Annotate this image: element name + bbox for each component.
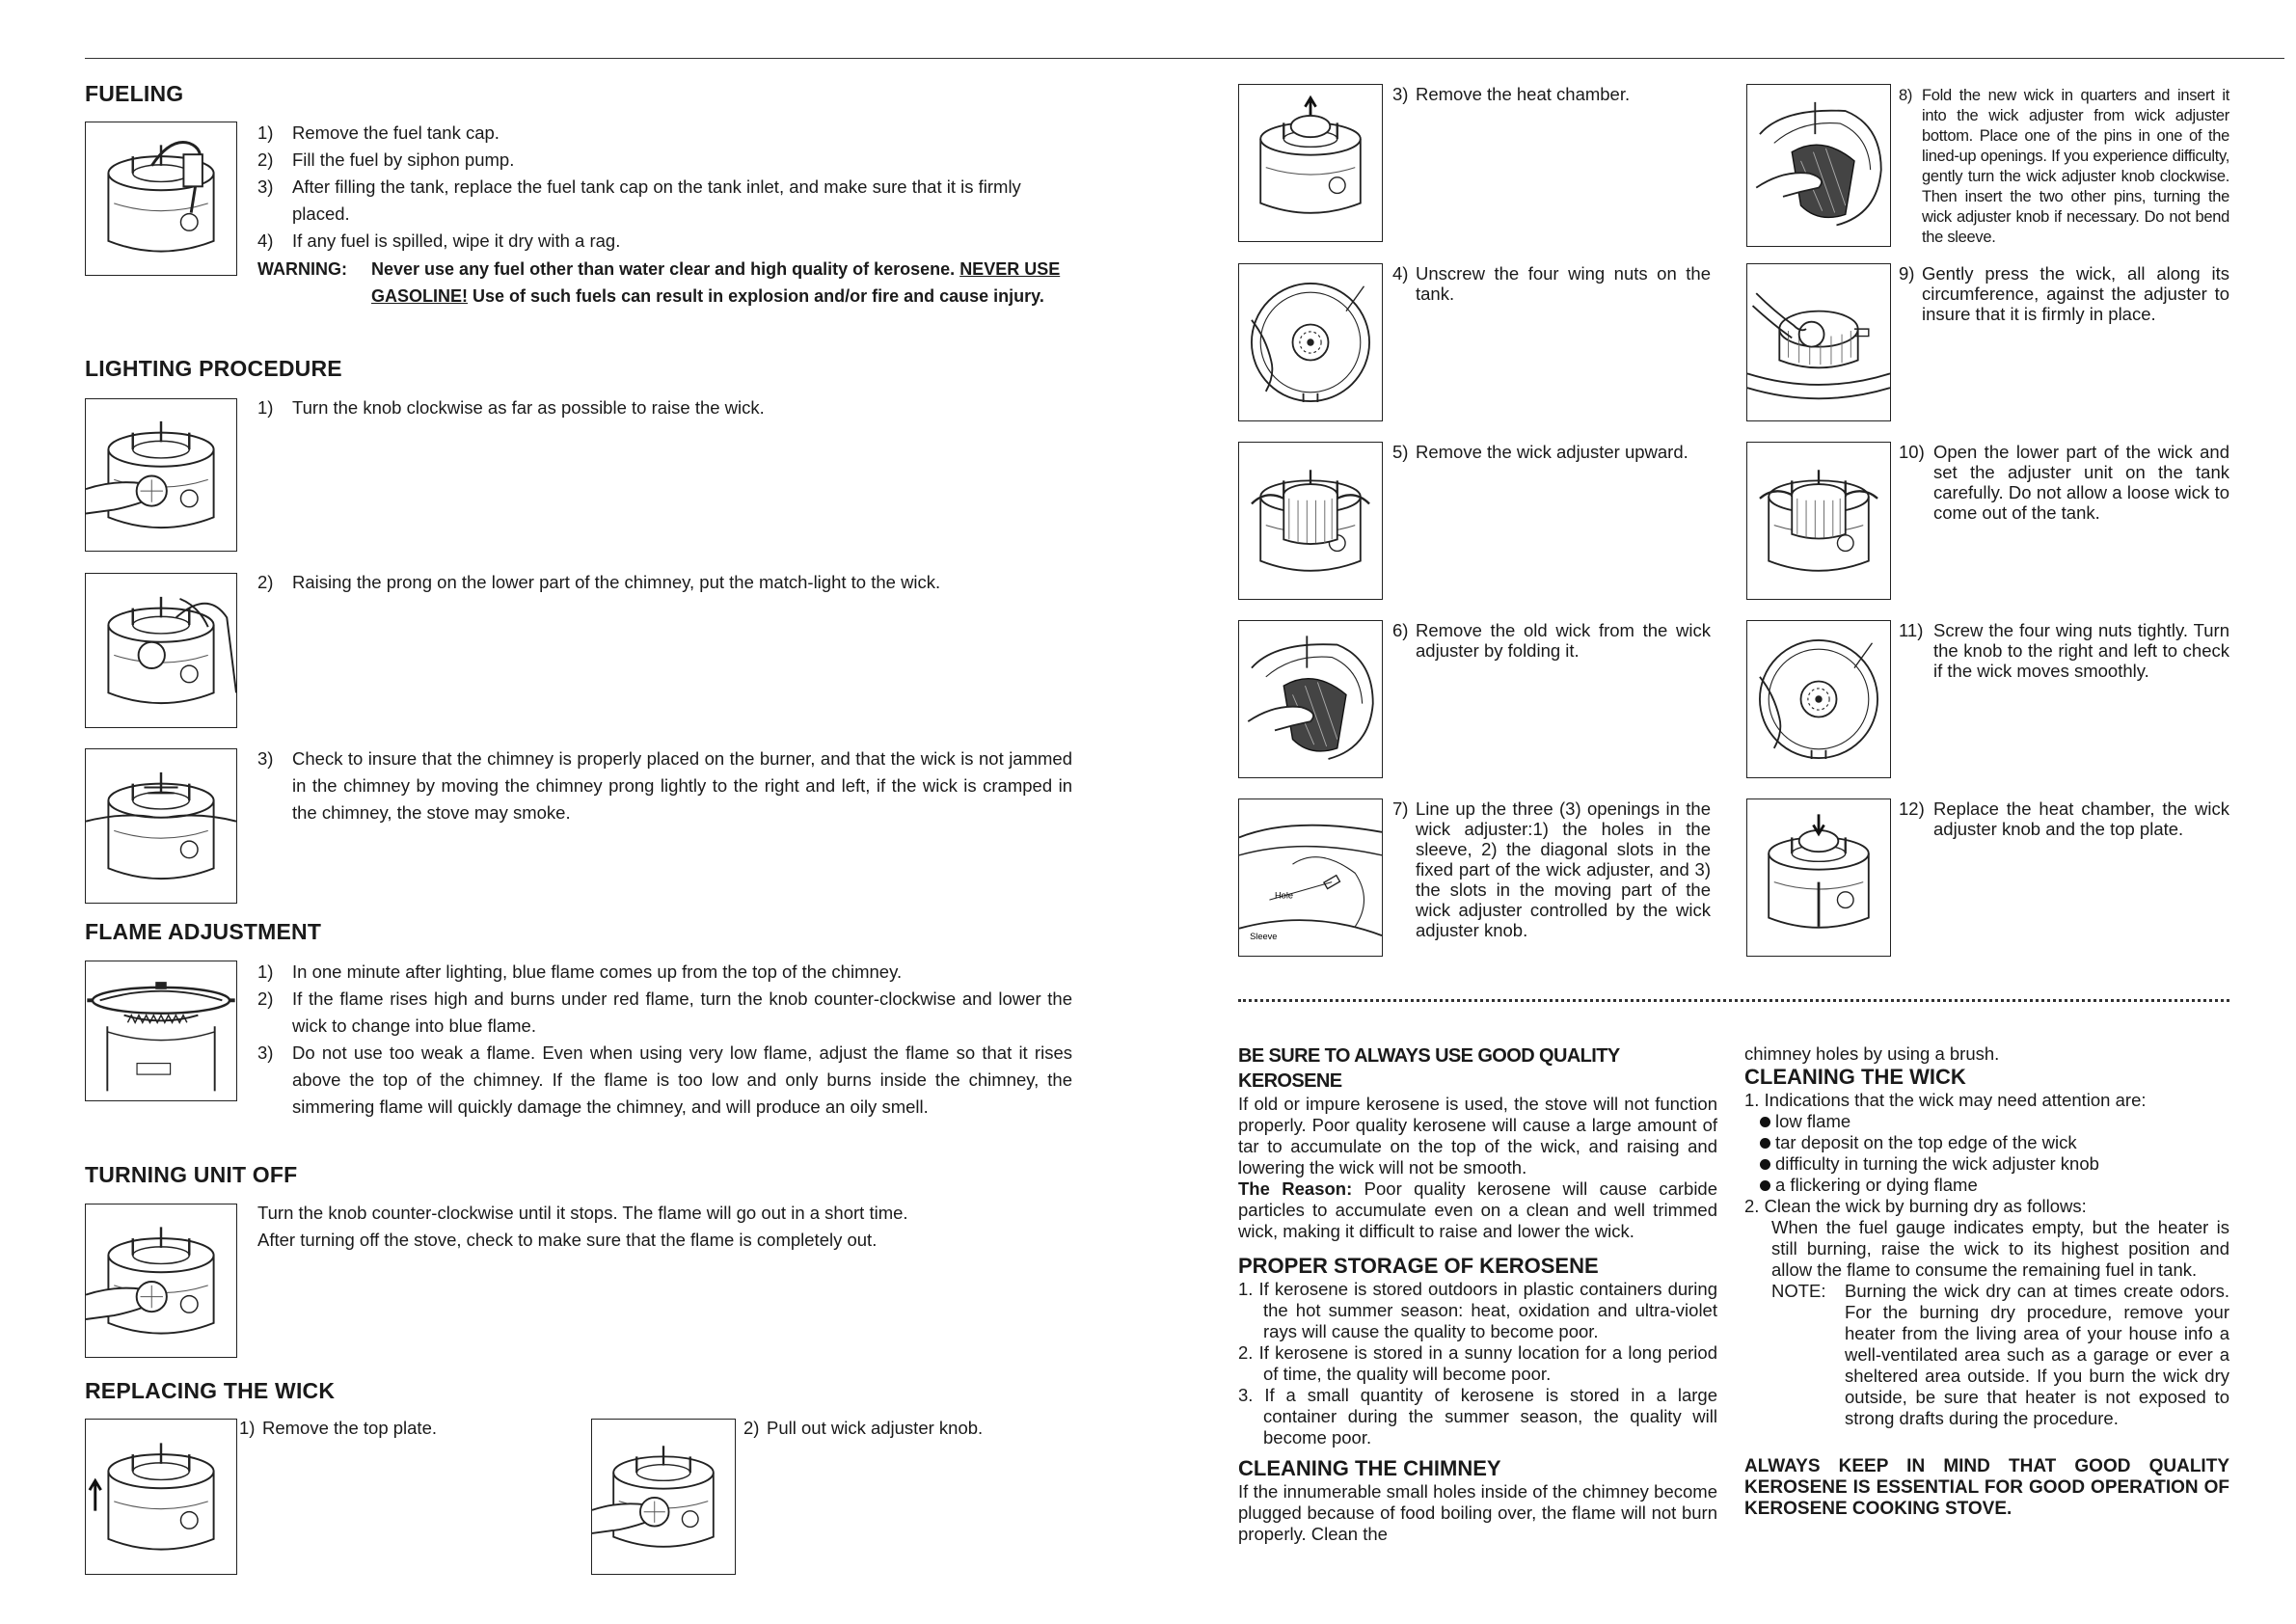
lighting-heading: LIGHTING PROCEDURE <box>85 356 342 381</box>
step11-drawing <box>1747 621 1890 777</box>
step7-illustration <box>1238 798 1383 957</box>
step12-illustration <box>1746 798 1891 957</box>
fueling-step: 1) Remove the fuel tank cap. <box>257 122 500 143</box>
step5-caption: 5) Remove the wick adjuster upward. <box>1392 442 1688 462</box>
step10-drawing <box>1747 443 1890 599</box>
turning-off-heading: TURNING UNIT OFF <box>85 1162 298 1187</box>
cleaning-item-2-text: When the fuel gauge indicates empty, but the heater is still burning, raise the wick to its highest position and allow the flame to consume the remaining fuel in tank. <box>1771 1217 2229 1280</box>
step9-illustration <box>1746 263 1891 421</box>
fueling-drawing <box>86 122 236 275</box>
lighting-drawing-1 <box>86 399 236 551</box>
fueling-steps <box>257 120 1072 255</box>
step4-caption: 4) Unscrew the four wing nuts on the tank. <box>1392 263 1711 304</box>
step3-caption: 3) Remove the heat chamber. <box>1392 84 1631 104</box>
step7-drawing <box>1239 799 1382 956</box>
step3-illustration <box>1238 84 1383 242</box>
warning-label: WARNING: <box>257 259 347 279</box>
fig7-sleeve-label: Sleeve <box>1250 931 1278 941</box>
cleaning-item-2: 2. Clean the wick by burning dry as follows: <box>1744 1196 2087 1216</box>
step7-caption: 7) Line up the three (3) openings in the wick adjuster:1) the holes in the sleeve, 2) the diagonal slots in the fixed part of the wick adjuster, and 3) the slots in the moving part of the wick adjuster controlled by the wick adjuster knob. <box>1392 798 1711 940</box>
lighting-drawing-3 <box>86 749 236 903</box>
step1-illustration <box>85 1419 237 1575</box>
fig7-hole-label: Hole <box>1275 890 1294 901</box>
note-label: NOTE: <box>1771 1281 1826 1301</box>
step12-caption: 12) Replace the heat chamber, the wick adjuster knob and the top plate. <box>1899 798 2229 839</box>
quality-section <box>1238 1043 1717 1545</box>
step8-caption: 8) Fold the new wick in quarters and insert it into the wick adjuster from wick adjuster bottom. Place one of the pins in one of the lined-up openings. If you experience difficulty, gently turn the wick adjuster knob clockwise. Then insert the two other pins, turning the wick adjuster knob if necessary. Do not bend the sleeve. <box>1899 87 2229 246</box>
step5-drawing <box>1239 443 1382 599</box>
lighting-illustration-3 <box>85 748 237 904</box>
top-rule <box>85 58 2284 59</box>
step12-drawing <box>1747 799 1890 956</box>
quality-reason: The Reason: Poor quality kerosene will cause carbide particles to accumulate even on a clean and well trimmed wick, making it difficult to raise and lower the wick. <box>1238 1178 1718 1241</box>
step3-drawing <box>1239 85 1382 241</box>
step4-illustration <box>1238 263 1383 421</box>
step11-illustration <box>1746 620 1891 778</box>
flame-illustration <box>85 961 237 1101</box>
storage-item: 3. If a small quantity of kerosene is stored in a large container during the summer season, the quality will become poor. <box>1238 1385 1717 1448</box>
quality-heading: BE SURE TO ALWAYS USE GOOD QUALITY KEROSENE <box>1238 1045 1620 1092</box>
step6-illustration <box>1238 620 1383 778</box>
flame-steps: 1) In one minute after lighting, blue flame comes up from the top of the chimney. 2) If the flame rises high and burns under red flame, turn the knob counter-clockwise and lower the wick to change into blue flame. 3) Do not use too weak a flame. Even when using very low flame, adjust the flame so that it rises above the top of the chimney. If the flame is too low and only burns inside the chimney, the simmering flame will quickly damage the chimney, and will produce an oily smell. <box>257 961 1072 1117</box>
chimney-text: If the innumerable small holes inside of the chimney become plugged because of food boiling over, the flame will not burn properly. Clean the <box>1238 1481 1717 1544</box>
storage-item: 2. If kerosene is stored in a sunny location for a long period of time, the quality will become poor. <box>1238 1342 1717 1384</box>
step5-illustration <box>1238 442 1383 600</box>
cleaning-wick-heading: CLEANING THE WICK <box>1744 1065 1966 1089</box>
step2-drawing <box>592 1420 735 1574</box>
turning-off-line-1: Turn the knob counter-clockwise until it stops. The flame will go out in a short time. <box>257 1203 908 1223</box>
cleaning-note: NOTE: Burning the wick dry can at times create odors. For the burning dry procedure, remove your heater from the living area of your house info a well-ventilated area such as a garage or ever a sheltered area outside. If you burn the wick dry outside, be sure that heater is not exposed to strong drafts during the procedure. <box>1771 1281 2229 1428</box>
step2-illustration <box>591 1419 736 1575</box>
step10-caption: 10) Open the lower part of the wick and set the adjuster unit on the tank carefully. Do not allow a loose wick to come out of the tank. <box>1899 442 2229 523</box>
lighting-step-1: 1) Turn the knob clockwise as far as possible to raise the wick. <box>257 397 765 418</box>
storage-heading: PROPER STORAGE OF KEROSENE <box>1238 1254 1599 1278</box>
lighting-illustration-1 <box>85 398 237 552</box>
cleaning-item-1: 1. Indications that the wick may need attention are: <box>1744 1090 2147 1110</box>
fueling-illustration <box>85 122 237 276</box>
step11-caption: 11) Screw the four wing nuts tightly. Turn the knob to the right and left to check if the wick moves smoothly. <box>1899 620 2229 681</box>
step8-drawing <box>1747 85 1890 246</box>
step9-drawing <box>1747 264 1890 420</box>
lighting-step-3: 3) Check to insure that the chimney is properly placed on the burner, and that the wick is not jammed in the chimney by moving the chimney prong lightly to the right and left, if the wick is cramped in the chimney, the stove may smoke. <box>257 748 1072 823</box>
fueling-step: 2) Fill the fuel by siphon pump. <box>257 149 515 170</box>
dotted-separator <box>1238 999 2229 1002</box>
step6-caption: 6) Remove the old wick from the wick adjuster by folding it. <box>1392 620 1711 661</box>
fueling-heading: FUELING <box>85 81 184 106</box>
step1-drawing <box>86 1420 236 1574</box>
cleaning-wick-section <box>1744 1043 2229 1520</box>
gasoline-warning: NEVER USE GASOLINE! <box>371 259 1061 306</box>
turning-off-drawing <box>86 1204 236 1357</box>
flame-heading: FLAME ADJUSTMENT <box>85 919 322 944</box>
cleaning-bullet: a flickering or dying flame <box>1744 1175 2229 1196</box>
replacing-heading: REPLACING THE WICK <box>85 1378 336 1403</box>
turning-off-illustration <box>85 1204 237 1358</box>
step2-caption: 2) Pull out wick adjuster knob. <box>743 1418 984 1438</box>
step6-drawing <box>1239 621 1382 777</box>
step10-illustration <box>1746 442 1891 600</box>
step1-caption: 1) Remove the top plate. <box>239 1418 437 1438</box>
final-reminder: ALWAYS KEEP IN MIND THAT GOOD QUALITY KEROSENE IS ESSENTIAL FOR GOOD OPERATION OF KEROSENE COOKING STOVE. <box>1744 1456 2229 1519</box>
fueling-step: 3) After filling the tank, replace the fuel tank cap on the tank inlet, and make sure that it is firmly placed. <box>257 176 1021 224</box>
reason-label: The Reason: <box>1238 1178 1353 1199</box>
lighting-illustration-2 <box>85 573 237 728</box>
step8-illustration <box>1746 84 1891 247</box>
cleaning-bullet: low flame <box>1744 1111 2229 1132</box>
turning-off-line-2: After turning off the stove, check to make sure that the flame is completely out. <box>257 1230 878 1250</box>
chimney-continued: chimney holes by using a brush. <box>1744 1043 2000 1064</box>
cleaning-bullet: difficulty in turning the wick adjuster knob <box>1744 1153 2229 1175</box>
flame-drawing <box>86 961 236 1100</box>
chimney-heading: CLEANING THE CHIMNEY <box>1238 1456 1501 1480</box>
lighting-drawing-2 <box>86 574 236 727</box>
quality-text: If old or impure kerosene is used, the stove will not function properly. Poor quality kerosene will cause a large amount of tar to accumulate on the top of the wick, and raising and lowering the wick will not be smooth. <box>1238 1094 1717 1177</box>
step4-drawing <box>1239 264 1382 420</box>
storage-item: 1. If kerosene is stored outdoors in plastic containers during the hot summer season: heat, oxidation and ultra-violet rays will cause the quality to become poor. <box>1238 1279 1717 1341</box>
fueling-warning: WARNING: Never use any fuel other than water clear and high quality of kerosene. NEVER USE GASOLINE! Use of such fuels can result in explosion and/or fire and cause injury. <box>257 256 1072 310</box>
fueling-step: 4) If any fuel is spilled, wipe it dry with a rag. <box>257 230 621 251</box>
step9-caption: 9) Gently press the wick, all along its circumference, against the adjuster to insure that it is firmly in place. <box>1899 263 2229 324</box>
cleaning-bullet: tar deposit on the top edge of the wick <box>1744 1132 2229 1153</box>
lighting-step-2: 2) Raising the prong on the lower part of the chimney, put the match-light to the wick. <box>257 572 941 592</box>
